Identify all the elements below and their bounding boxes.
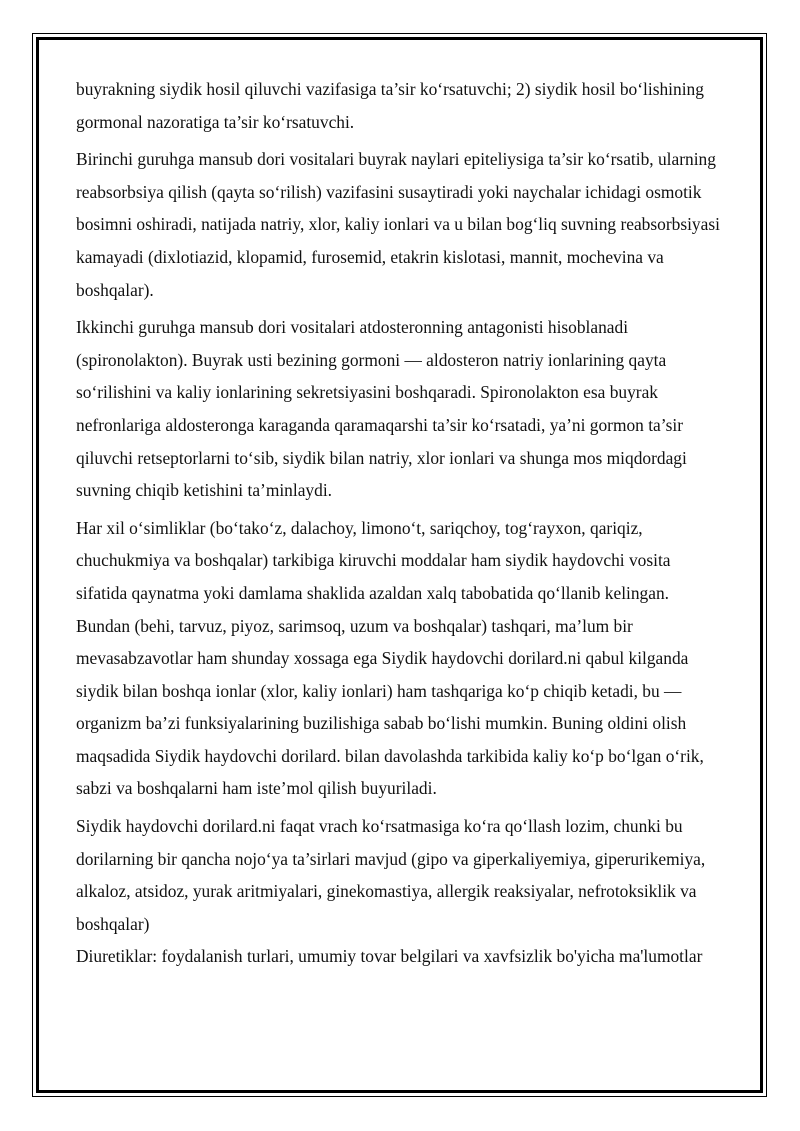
paragraph-6: Diuretiklar: foydalanish turlari, umumiy tovar belgilari va xavfsizlik bo'yicha ma'lumotlar (76, 946, 703, 967)
paragraph-5: Siydik haydovchi dorilard.ni faqat vrach ko‘rsatmasiga ko‘ra qo‘llash lozim, chunki bu dorilarning bir qancha nojo‘ya ta’sirlari mavjud (gipo va giperkaliyemiya, giperurikemiya, alkaloz, atsidoz, yurak aritmiyalari, ginekomastiya, allergik reaksiyalar, nefrotoksiklik va boshqalar) (76, 816, 706, 934)
document-body (76, 73, 726, 973)
paragraph-4: Har xil o‘simliklar (bo‘tako‘z, dalachoy, limono‘t, sariqchoy, tog‘rayxon, qariqiz, chuchukmiya va boshqalar) tarkibiga kiruvchi moddalar ham siydik haydovchi vosita sifatida qaynatma yoki damlama shaklida azaldan xalq tabobatida qo‘llanib kelingan. Bundan (behi, tarvuz, piyoz, sarimsoq, uzum va boshqalar) tashqari, ma’lum bir mevasabzavotlar ham shunday xossaga ega Siydik haydovchi dorilard.ni qabul kilganda siydik bilan boshqa ionlar (xlor, kaliy ionlari) ham tashqariga ko‘p chiqib ketadi, bu — organizm ba’zi funksiyalarining buzilishiga sabab bo‘lishi mumkin. Buning oldini olish maqsadida Siydik haydovchi dorilard. bilan davolashda tarkibida kaliy ko‘p bo‘lgan o‘rik, sabzi va boshqalarni ham iste’mol qilish buyuriladi. (76, 517, 704, 799)
paragraph-1: buyrakning siydik hosil qiluvchi vazifasiga ta’sir ko‘rsatuvchi; 2) siydik hosil bo‘lishining gormonal nazoratiga ta’sir ko‘rsatuvchi. (76, 79, 704, 132)
paragraph-2: Birinchi guruhga mansub dori vositalari buyrak naylari epiteliysiga ta’sir ko‘rsatib, ularning reabsorbsiya qilish (qayta so‘rilish) vazifasini susaytiradi yoki naychalar ichidagi osmotik bosimni oshiradi, natijada natriy, xlor, kaliy ionlari va u bilan bog‘liq suvning reabsorbsiyasi kamayadi (dixlotiazid, klopamid, furosemid, etakrin kislotasi, mannit, mochevina va boshqalar). (76, 149, 720, 300)
paragraph-3: Ikkinchi guruhga mansub dori vositalari atdosteronning antagonisti hisoblanadi (spironolakton). Buyrak usti bezining gormoni — aldosteron natriy ionlarining qayta so‘rilishini va kaliy ionlarining sekretsiyasini boshqaradi. Spironolakton esa buyrak nefronlariga aldosteronga karaganda qaramaqarshi ta’sir ko‘rsatadi, ya’ni gormon ta’sir qiluvchi retseptorlarni to‘sib, siydik bilan natriy, xlor ionlari va shunga mos miqdordagi suvning chiqib ketishini ta’minlaydi. (76, 317, 687, 501)
